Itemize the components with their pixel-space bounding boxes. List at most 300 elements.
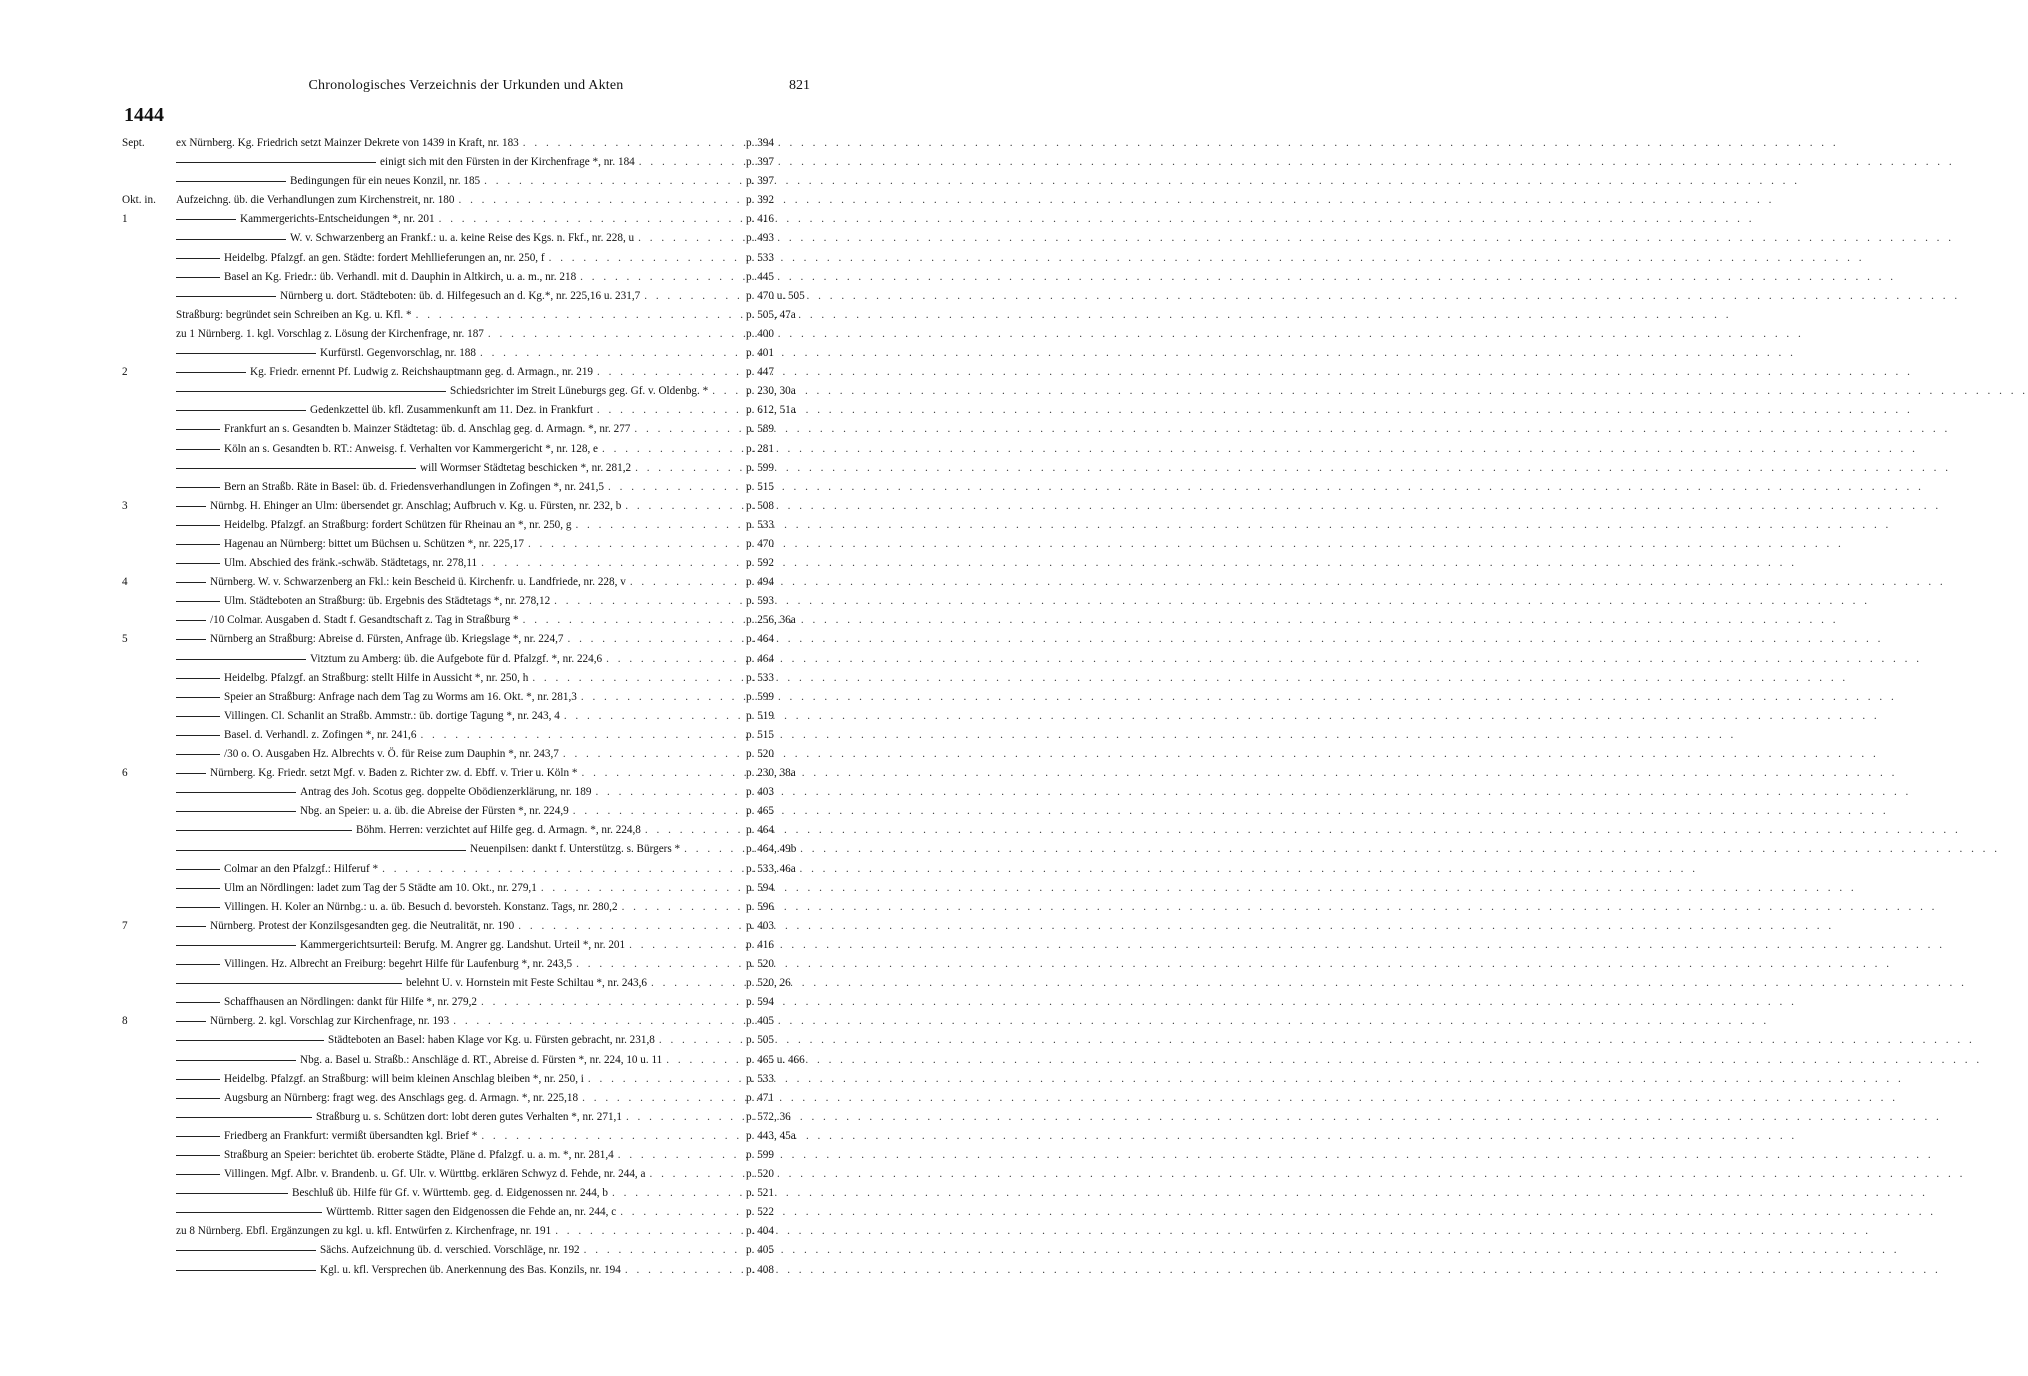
dot-leader — [662, 1051, 746, 1070]
entry-text: /10 Colmar. Ausgaben d. Stadt f. Gesandtschaft z. Tag in Straßburg * — [210, 614, 519, 627]
entry-text: Augsburg an Nürnberg: fragt weg. des Anschlags geg. d. Armagn. *, nr. 225,18 — [224, 1091, 579, 1104]
dot-leader — [477, 993, 746, 1012]
entry-text: will Wormser Städtetag beschicken *, nr. 281,2 — [420, 461, 632, 474]
entry-page-ref: p. 394 — [746, 137, 774, 149]
entry-page-ref: p. 400 — [746, 327, 774, 340]
entry-page-ref: p. 520, 26 — [746, 977, 791, 990]
entry-page-ref: p. 464 — [746, 652, 774, 665]
entry-page-ref: p. 612, 51a — [746, 404, 796, 417]
entry-row — [122, 955, 810, 974]
ditto-rule — [176, 620, 206, 621]
dot-leader — [480, 172, 746, 191]
entry-page-ref: p. 596 — [746, 900, 774, 913]
entry-row — [122, 516, 810, 535]
entry-text: belehnt U. v. Hornstein mit Feste Schiltau *, nr. 243,6 — [406, 977, 648, 990]
entry-page-ref: p. 416 — [746, 938, 774, 951]
ditto-rule — [176, 582, 206, 583]
entry-page-ref: p. 403 — [746, 786, 774, 799]
entry-row — [122, 707, 810, 726]
entry-text: Nürnberg. 2. kgl. Vorschlag zur Kirchenfrage, nr. 193 — [210, 1015, 450, 1028]
entry-page-ref: p. 397 — [746, 156, 774, 169]
dot-leader — [647, 974, 746, 993]
ditto-rule — [176, 735, 220, 736]
dot-leader — [614, 1146, 746, 1165]
dot-leader — [591, 783, 746, 802]
entry-row — [122, 974, 810, 993]
ditto-rule — [176, 525, 220, 526]
dot-leader — [545, 249, 746, 268]
entry-text: Speier an Straßburg: Anfrage nach dem Tag zu Worms am 16. Okt. *, nr. 281,3 — [224, 690, 577, 703]
dot-leader — [708, 382, 746, 401]
entry-page-ref: p. 494 — [746, 576, 774, 589]
dot-leader — [604, 478, 746, 497]
entry-date: 5 — [122, 633, 128, 646]
entry-text: zu 8 Nürnberg. Ebfl. Ergänzungen zu kgl. u. kfl. Entwürfen z. Kirchenfrage, nr. 191 — [176, 1225, 552, 1238]
running-header — [122, 78, 810, 100]
dot-leader — [608, 1184, 746, 1203]
entry-text: Ulm. Abschied des fränk.-schwäb. Städtetags, nr. 278,11 — [224, 557, 478, 570]
entry-row — [122, 1222, 810, 1241]
entry-page-ref: p. 401 — [746, 347, 774, 360]
dot-leader — [477, 1127, 746, 1146]
entry-row — [122, 1241, 810, 1260]
entry-row — [122, 401, 810, 420]
entry-page-ref: p. 520 — [746, 748, 774, 760]
entry-page-ref: p. 405 — [746, 1244, 774, 1257]
entry-row — [122, 497, 810, 516]
dot-leader — [655, 1031, 746, 1050]
entry-text: Vitztum zu Amberg: üb. die Aufgebote für d. Pfalzgf. *, nr. 224,6 — [310, 652, 603, 665]
entry-text: Gedenkzettel üb. kfl. Zusammenkunft am 11. Dez. in Frankfurt — [310, 404, 593, 417]
entry-date: 6 — [122, 767, 128, 780]
entry-text: Kammergerichtsurteil: Berufg. M. Angrer gg. Landshut. Urteil *, nr. 201 — [300, 938, 626, 951]
page-number: 821 — [789, 78, 810, 93]
entry-page-ref: p. 505, 47a — [746, 308, 796, 321]
running-title: Chronologisches Verzeichnis der Urkunden und Akten — [308, 78, 624, 93]
entry-text: Heidelbg. Pfalzgf. an gen. Städte: fordert Mehllieferungen an, nr. 250, f — [224, 251, 545, 264]
entry-text: Beschluß üb. Hilfe für Gf. v. Württemb. geg. d. Eidgenossen nr. 244, b — [292, 1187, 608, 1200]
entry-row — [122, 802, 810, 821]
dot-leader — [416, 726, 746, 745]
ditto-rule — [176, 1040, 324, 1041]
ditto-rule — [176, 678, 220, 679]
ditto-rule — [176, 1155, 220, 1156]
entry-text: Aufzeichng. üb. die Verhandlungen zum Kirchenstreit, nr. 180 — [176, 194, 455, 207]
ditto-rule — [176, 659, 306, 660]
dot-leader — [576, 268, 746, 287]
entry-row — [122, 764, 810, 783]
dot-leader — [631, 459, 746, 478]
ditto-rule — [176, 1250, 316, 1251]
entry-text: Nürnberg an Straßburg: Abreise d. Fürsten, Anfrage üb. Kriegslage *, nr. 224,7 — [210, 633, 564, 646]
ditto-rule — [176, 258, 220, 259]
entry-date: 4 — [122, 576, 128, 589]
dot-leader — [602, 650, 746, 669]
entry-row — [122, 783, 810, 802]
entry-page-ref: p. 445 — [746, 270, 774, 283]
entry-page-ref: p. 464 — [746, 633, 774, 646]
dot-leader — [640, 287, 746, 306]
entry-row — [122, 936, 810, 955]
ditto-rule — [176, 410, 306, 411]
entry-row — [122, 669, 810, 688]
ditto-rule — [176, 1117, 312, 1118]
entry-text: Kgl. u. kfl. Versprechen üb. Anerkennung des Bas. Konzils, nr. 194 — [320, 1263, 621, 1276]
entry-row — [122, 611, 810, 630]
ditto-rule — [176, 563, 220, 564]
dot-leader — [621, 1261, 746, 1280]
entry-text: Villingen. H. Koler an Nürnbg.: u. a. üb. Besuch d. bevorsteh. Konstanz. Tags, nr. 280,2 — [224, 900, 618, 913]
entry-text: Nürnberg. Kg. Friedr. setzt Mgf. v. Baden z. Richter zw. d. Ebff. v. Trier u. Köln * — [210, 767, 578, 780]
entry-page-ref: p. 589 — [746, 423, 774, 436]
entry-page-ref: p. 230, 38a — [746, 767, 796, 780]
entry-row — [122, 1089, 810, 1108]
entry-row — [122, 688, 810, 707]
dot-leader — [634, 229, 746, 248]
ditto-rule — [176, 1212, 322, 1213]
entry-text: Frankfurt an s. Gesandten b. Mainzer Städtetag: üb. d. Anschlag geg. d. Armagn. *, nr. 277 — [224, 423, 631, 436]
dot-leader — [598, 440, 746, 459]
ditto-rule — [176, 1136, 220, 1137]
entry-row — [122, 1108, 810, 1127]
entry-date: 1 — [122, 213, 128, 226]
ditto-rule — [176, 1174, 220, 1175]
entry-date: 3 — [122, 499, 128, 512]
entry-page-ref: p. 392 — [746, 194, 774, 207]
entry-text: Villingen. Mgf. Albr. v. Brandenb. u. Gf. Ulr. v. Württbg. erklären Schwyz d. Fehde, nr. 244, a — [224, 1168, 646, 1181]
entry-date: Sept. — [122, 137, 145, 149]
entry-text: Sächs. Aufzeichnung üb. d. verschied. Vorschläge, nr. 192 — [320, 1244, 580, 1257]
entry-row — [122, 1070, 810, 1089]
entry-row — [122, 1051, 810, 1070]
dot-leader — [618, 898, 746, 917]
entry-text: Neuenpilsen: dankt f. Unterstützg. s. Bürgers * — [470, 843, 681, 856]
entry-text: Schiedsrichter im Streit Lüneburgs geg. Gf. v. Oldenbg. * — [450, 385, 709, 398]
entry-row — [122, 535, 810, 554]
entry-page-ref: p. 592 — [746, 557, 774, 570]
dot-leader — [378, 860, 746, 879]
entry-date: 7 — [122, 919, 128, 932]
dot-leader — [514, 917, 746, 936]
entry-row — [122, 325, 810, 344]
entry-page-ref: p. 515 — [746, 728, 774, 741]
dot-leader — [621, 497, 746, 516]
entry-page-ref: p. 416 — [746, 213, 774, 226]
ditto-rule — [176, 869, 220, 870]
entry-row — [122, 478, 810, 497]
entry-page-ref: p. 533 — [746, 1072, 774, 1085]
entry-page-ref: p. 593 — [746, 595, 774, 608]
ditto-rule — [176, 926, 206, 927]
entry-row — [122, 172, 810, 191]
dot-leader — [519, 134, 746, 153]
entry-row — [122, 440, 810, 459]
entry-row — [122, 1127, 810, 1146]
dot-leader — [571, 516, 746, 535]
entry-text: Basel. d. Verhandl. z. Zofingen *, nr. 241,6 — [224, 728, 417, 741]
entry-text: Colmar an den Pfalzgf.: Hilferuf * — [224, 862, 379, 875]
entry-page-ref: p. 599 — [746, 1148, 774, 1161]
dot-leader — [635, 153, 746, 172]
entry-row — [122, 1012, 810, 1031]
entry-page-ref: p. 594 — [746, 881, 774, 894]
entry-page-ref: p. 599 — [746, 690, 774, 703]
entry-row — [122, 993, 810, 1012]
entry-list — [122, 134, 810, 1280]
ditto-rule — [176, 468, 416, 469]
entry-page-ref: p. 520 — [746, 1168, 774, 1181]
entry-text: Städteboten an Basel: haben Klage vor Kg. u. Fürsten gebracht, nr. 231,8 — [328, 1034, 655, 1047]
entry-page-ref: p. 533 — [746, 251, 774, 264]
dot-leader — [560, 707, 746, 726]
ditto-rule — [176, 1270, 316, 1271]
entry-text: Straßburg: begründet sein Schreiben an Kg. u. Kfl. * — [176, 308, 412, 321]
entry-row — [122, 592, 810, 611]
dot-leader — [519, 611, 746, 630]
dot-leader — [630, 420, 746, 439]
entry-page-ref: p. 471 — [746, 1091, 774, 1104]
dot-leader — [625, 936, 746, 955]
entry-row — [122, 229, 810, 248]
entry-text: Nürnberg. Protest der Konzilsgesandten geg. die Neutralität, nr. 190 — [210, 919, 515, 932]
ditto-rule — [176, 449, 220, 450]
entry-page-ref: p. 464 — [746, 824, 774, 837]
ditto-rule — [176, 888, 220, 889]
entry-row — [122, 821, 810, 840]
entry-text: Kurfürstl. Gegenvorschlag, nr. 188 — [320, 347, 476, 360]
ditto-rule — [176, 697, 220, 698]
entry-row — [122, 650, 810, 669]
dot-leader — [645, 1165, 746, 1184]
entry-text: Heidelbg. Pfalzgf. an Straßburg: fordert Schützen für Rheinau an *, nr. 250, g — [224, 518, 572, 531]
entry-text: Köln an s. Gesandten b. RT.: Anweisg. f. Verhalten vor Kammergericht *, nr. 128, e — [224, 442, 599, 455]
entry-text: Basel an Kg. Friedr.: üb. Verhandl. mit d. Dauphin in Altkirch, u. a. m., nr. 218 — [224, 270, 577, 283]
dot-leader — [578, 1089, 746, 1108]
entry-row — [122, 459, 810, 478]
dot-leader — [537, 879, 746, 898]
entry-row — [122, 191, 810, 210]
entry-text: Ulm an Nördlingen: ladet zum Tag der 5 Städte am 10. Okt., nr. 279,1 — [224, 881, 537, 894]
entry-text: Württemb. Ritter sagen den Eidgenossen die Fehde an, nr. 244, c — [326, 1206, 617, 1219]
ditto-rule — [176, 1079, 220, 1080]
entry-row — [122, 1203, 810, 1222]
dot-leader — [477, 554, 746, 573]
entry-row — [122, 363, 810, 382]
dot-leader — [593, 401, 746, 420]
entry-date: Okt. in. — [122, 194, 156, 207]
entry-text: Heidelbg. Pfalzgf. an Straßburg: will beim kleinen Anschlag bleiben *, nr. 250, i — [224, 1072, 584, 1085]
ditto-rule — [176, 487, 220, 488]
ditto-rule — [176, 754, 220, 755]
entry-page-ref: p. 405 — [746, 1015, 774, 1028]
dot-leader — [449, 1012, 746, 1031]
entry-row — [122, 879, 810, 898]
entry-page-ref: p. 572, 36 — [746, 1110, 791, 1123]
entry-text: Kammergerichts-Entscheidungen *, nr. 201 — [240, 213, 435, 226]
entry-page-ref: p. 533 — [746, 518, 774, 531]
entry-text: Straßburg u. s. Schützen dort: lobt deren gutes Verhalten *, nr. 271,1 — [316, 1110, 622, 1123]
entry-text: Hagenau an Nürnberg: bittet um Büchsen u. Schützen *, nr. 225,17 — [224, 537, 524, 550]
dot-leader — [641, 821, 746, 840]
entry-text: zu 1 Nürnberg. 1. kgl. Vorschlag z. Lösung der Kirchenfrage, nr. 187 — [176, 327, 484, 340]
dot-leader — [580, 1241, 746, 1260]
entry-row — [122, 1165, 810, 1184]
entry-row — [122, 1184, 810, 1203]
entry-row — [122, 554, 810, 573]
entry-page-ref: p. 470 u. 505 — [746, 289, 805, 302]
entry-row — [122, 630, 810, 649]
ditto-rule — [176, 773, 206, 774]
entry-row — [122, 1146, 810, 1165]
entry-page-ref: p. 505 — [746, 1034, 774, 1047]
entry-text: Villingen. Hz. Albrecht an Freiburg: begehrt Hilfe für Laufenburg *, nr. 243,5 — [224, 958, 573, 971]
entry-row — [122, 1031, 810, 1050]
entry-row — [122, 210, 810, 229]
ditto-rule — [176, 353, 316, 354]
year-heading: 1444 — [124, 104, 164, 126]
entry-date: 8 — [122, 1015, 128, 1028]
ditto-rule — [176, 964, 220, 965]
entry-page-ref: p. 397 — [746, 175, 774, 188]
entry-page-ref: p. 256, 36a — [746, 614, 796, 627]
ditto-rule — [176, 544, 220, 545]
entry-page-ref: p. 443, 45a — [746, 1129, 796, 1142]
entry-page-ref: p. 408 — [746, 1263, 774, 1276]
ditto-rule — [176, 429, 220, 430]
entry-text: Antrag des Joh. Scotus geg. doppelte Obödienzerklärung, nr. 189 — [300, 786, 592, 799]
entry-text: Nbg. a. Basel u. Straßb.: Anschläge d. RT., Abreise d. Fürsten *, nr. 224, 10 u. 11 — [300, 1053, 663, 1066]
ditto-rule — [176, 639, 206, 640]
dot-leader — [616, 1203, 746, 1222]
entry-page-ref: p. 594 — [746, 996, 774, 1009]
dot-leader — [593, 363, 746, 382]
entry-page-ref: p. 522 — [746, 1206, 774, 1219]
entry-text: W. v. Schwarzenberg an Frankf.: u. a. keine Reise des Kgs. n. Fkf., nr. 228, u — [290, 232, 635, 245]
entry-page-ref: p. 281 — [746, 442, 774, 455]
dot-leader — [435, 210, 746, 229]
entry-text: Villingen. Cl. Schanlit an Straßb. Ammstr.: üb. dortige Tagung *, nr. 243, 4 — [224, 709, 560, 722]
dot-leader — [569, 802, 746, 821]
entry-page-ref: p. 447 — [746, 366, 774, 379]
entry-text: Nürnbg. H. Ehinger an Ulm: übersendet gr. Anschlag; Aufbruch v. Kg. u. Fürsten, nr. 232, b — [210, 499, 622, 512]
entry-page-ref: p. 533 — [746, 671, 774, 684]
ditto-rule — [176, 391, 446, 392]
ditto-rule — [176, 1060, 296, 1061]
ditto-rule — [176, 792, 296, 793]
entry-text: ex Nürnberg. Kg. Friedrich setzt Mainzer Dekrete von 1439 in Kraft, nr. 183 — [176, 137, 519, 149]
entry-text: Nbg. an Speier: u. a. üb. die Abreise der Fürsten *, nr. 224,9 — [300, 805, 569, 818]
entry-text: Kg. Friedr. ernennt Pf. Ludwig z. Reichshauptmann geg. d. Armagn., nr. 219 — [250, 366, 594, 379]
ditto-rule — [176, 716, 220, 717]
dot-leader — [454, 191, 746, 210]
entry-page-ref: p. 519 — [746, 709, 774, 722]
entry-row — [122, 287, 810, 306]
dot-leader — [577, 764, 746, 783]
dot-leader — [680, 840, 746, 859]
dot-leader — [484, 325, 746, 344]
ditto-rule — [176, 907, 220, 908]
entry-page-ref: p. 533, 46a — [746, 862, 796, 875]
entry-row — [122, 745, 810, 764]
ditto-rule — [176, 506, 206, 507]
ditto-rule — [176, 162, 376, 163]
entry-page-ref: p. 599 — [746, 461, 774, 474]
entry-text: Ulm. Städteboten an Straßburg: üb. Ergebnis des Städtetags *, nr. 278,12 — [224, 595, 551, 608]
entry-text: /30 o. O. Ausgaben Hz. Albrechts v. Ö. für Reise zum Dauphin *, nr. 243,7 — [224, 748, 559, 760]
entry-row — [122, 134, 810, 153]
entry-row — [122, 420, 810, 439]
ditto-rule — [176, 811, 296, 812]
entry-page-ref: p. 464, 49b — [746, 843, 797, 856]
entry-row — [122, 917, 810, 936]
dot-leader — [476, 344, 746, 363]
dot-leader — [626, 573, 746, 592]
entry-page-ref: p. 465 — [746, 805, 774, 818]
dot-leader — [559, 745, 746, 764]
dot-leader — [572, 955, 746, 974]
dot-leader — [528, 669, 746, 688]
ditto-rule — [176, 277, 220, 278]
entry-page-ref: p. 515 — [746, 480, 774, 493]
entry-page-ref: p. 470 — [746, 537, 774, 550]
dot-leader — [563, 630, 746, 649]
entry-page-ref: p. 230, 30a — [746, 385, 796, 398]
entry-row — [122, 726, 810, 745]
dot-leader — [412, 306, 746, 325]
ditto-rule — [176, 1002, 220, 1003]
entry-text: Schaffhausen an Nördlingen: dankt für Hilfe *, nr. 279,2 — [224, 996, 478, 1009]
ditto-rule — [176, 1193, 288, 1194]
dot-leader — [550, 592, 746, 611]
entry-text: einigt sich mit den Fürsten in der Kirchenfrage *, nr. 184 — [380, 156, 635, 169]
entry-date: 2 — [122, 366, 128, 379]
entry-text: Bern an Straßb. Räte in Basel: üb. d. Friedensverhandlungen in Zofingen *, nr. 241,5 — [224, 480, 604, 493]
ditto-rule — [176, 296, 276, 297]
dot-leader — [584, 1070, 746, 1089]
dot-leader — [577, 688, 746, 707]
ditto-rule — [176, 601, 220, 602]
entry-page-ref: p. 465 u. 466 — [746, 1053, 805, 1066]
entry-text: Bedingungen für ein neues Konzil, nr. 185 — [290, 175, 481, 188]
entry-row — [122, 249, 810, 268]
entry-row — [122, 382, 810, 401]
ditto-rule — [176, 1021, 206, 1022]
entry-text: Böhm. Herren: verzichtet auf Hilfe geg. d. Armagn. *, nr. 224,8 — [356, 824, 641, 837]
entry-row — [122, 860, 810, 879]
entry-row — [122, 1261, 810, 1280]
dot-leader — [551, 1222, 746, 1241]
entry-page-ref: p. 404 — [746, 1225, 774, 1238]
entry-text: Friedberg an Frankfurt: vermißt übersandten kgl. Brief * — [224, 1129, 478, 1142]
dot-leader — [622, 1108, 746, 1127]
entry-row — [122, 898, 810, 917]
ditto-rule — [176, 830, 352, 831]
ditto-rule — [176, 372, 246, 373]
entry-text: Straßburg an Speier: berichtet üb. eroberte Städte, Pläne d. Pfalzgf. u. a. m. *, nr. 281,4 — [224, 1148, 614, 1161]
dot-leader — [524, 535, 746, 554]
ditto-rule — [176, 239, 286, 240]
entry-row — [122, 306, 810, 325]
entry-row — [122, 573, 810, 592]
entry-row — [122, 840, 810, 859]
ditto-rule — [176, 850, 466, 851]
entry-text: Nürnberg u. dort. Städteboten: üb. d. Hilfegesuch an d. Kg.*, nr. 225,16 u. 231,7 — [280, 289, 641, 302]
entry-page-ref: p. 520 — [746, 958, 774, 971]
ditto-rule — [176, 1098, 220, 1099]
entry-page-ref: p. 521 — [746, 1187, 774, 1200]
ditto-rule — [176, 945, 296, 946]
entry-text: Nürnberg. W. v. Schwarzenberg an Fkl.: kein Bescheid ü. Kirchenfr. u. Landfriede, nr. 228, v — [210, 576, 626, 589]
